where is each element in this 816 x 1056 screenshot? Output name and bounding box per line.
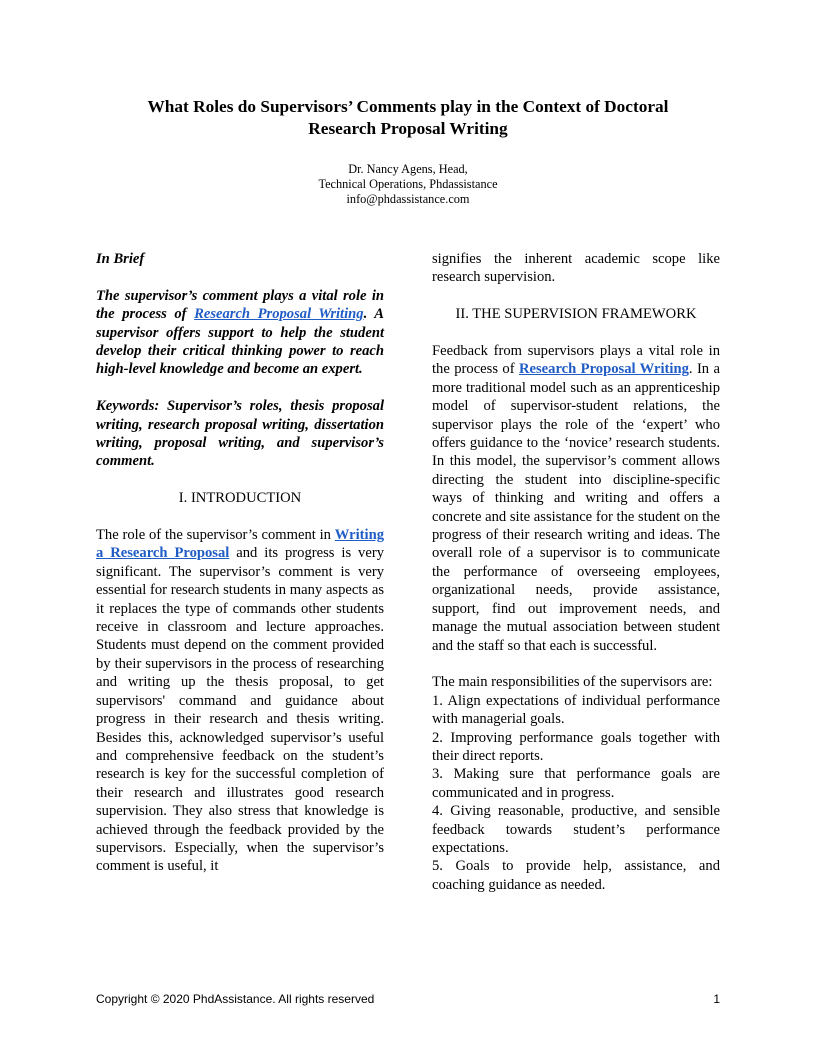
page-footer	[96, 991, 720, 1007]
research-proposal-writing-link-2[interactable]: Research Proposal Writing	[518, 361, 689, 378]
responsibility-item: 2. Improving performance goals together with their direct reports.	[432, 729, 720, 764]
paper-title	[96, 96, 720, 140]
author-email: info@phdassistance.com	[346, 192, 470, 206]
brief-text-end: . A supervisor offers support to help the student develop their critical thinking power to reach high-level knowledge and become an expert.	[96, 306, 385, 378]
framework-text-end: . In a more traditional model such as an apprenticeship model of supervisor-student relations, the supervisor plays the role of the ‘expert’ who offers guidance to the ‘novice’ research students. In this model, the supervisor’s comment allows directing the student into discipline-specific ways of thinking and writing and offers a concrete and site assistance for the student on the progress of their research writing and ideas. The overall role of a supervisor is to communicate the performance of overseeing employees, organizational needs, provide assistance, support, find out improvement needs, and manage the mutual association between student and the staff so that each is successful.	[432, 361, 720, 654]
copyright-text: Copyright © 2020 PhdAssistance. All rights reserved	[96, 992, 375, 1006]
right-column	[432, 250, 720, 894]
responsibility-item: 4. Giving reasonable, productive, and sensible feedback towards student’s performance expectations.	[432, 803, 720, 856]
brief-text-start: The supervisor’s comment plays a vital role in the process of	[96, 287, 384, 323]
brief-heading: In Brief	[96, 251, 145, 267]
framework-heading: II. THE SUPERVISION FRAMEWORK	[455, 306, 697, 323]
intro-text-end: and its progress is very significant. The supervisor’s comment is very essential for research students in many aspects as it replaces the type of commands other students receive in classroom and lecture approaches. Students must depend on the comment provided by their supervisors in the process of researching and writing up the thesis proposal, to get supervisors' command and guidance about progress in their research and thesis writing. Besides this, acknowledged supervisor’s useful and comprehensive feedback on the student’s research is key for the successful completion of their research and illustrates good research supervision. They also stress that knowledge is achieved through the feedback provided by the supervisors. Especially, when the supervisor’s comment is useful, it	[96, 545, 384, 875]
title-line-2: Research Proposal Writing	[308, 119, 508, 138]
title-line-1: What Roles do Supervisors’ Comments play in the Context of Doctoral	[147, 97, 669, 116]
keywords: Keywords: Supervisor’s roles, thesis proposal writing, research proposal writing, dissertation writing, proposal writing, and supervisor’s comment.	[96, 398, 384, 470]
framework-paragraph	[432, 342, 720, 655]
responsibility-item: 5. Goals to provide help, assistance, and coaching guidance as needed.	[432, 858, 720, 893]
page-number: 1	[713, 992, 720, 1006]
intro-paragraph	[96, 526, 384, 876]
brief-paragraph	[96, 287, 384, 379]
intro-heading: I. INTRODUCTION	[178, 490, 302, 507]
responsibility-item: 3. Making sure that performance goals are communicated and in progress.	[432, 766, 720, 801]
research-proposal-writing-link[interactable]: Research Proposal Writing	[194, 306, 364, 323]
responsibilities-intro: The main responsibilities of the supervisors are:	[432, 674, 713, 691]
intro-text-start: The role of the supervisor’s comment in	[96, 527, 335, 544]
author-block	[96, 162, 720, 207]
responsibility-item: 1. Align expectations of individual performance with managerial goals.	[432, 692, 720, 728]
author-affiliation: Technical Operations, Phdassistance	[318, 177, 498, 191]
writing-research-proposal-link[interactable]: Writing a Research Proposal	[96, 527, 384, 562]
author-name: Dr. Nancy Agens, Head,	[348, 162, 468, 176]
left-column	[96, 250, 384, 876]
framework-text-start: Feedback from supervisors plays a vital role in the process of	[432, 343, 720, 378]
intro-continuation: signifies the inherent academic scope like research supervision.	[432, 251, 720, 286]
